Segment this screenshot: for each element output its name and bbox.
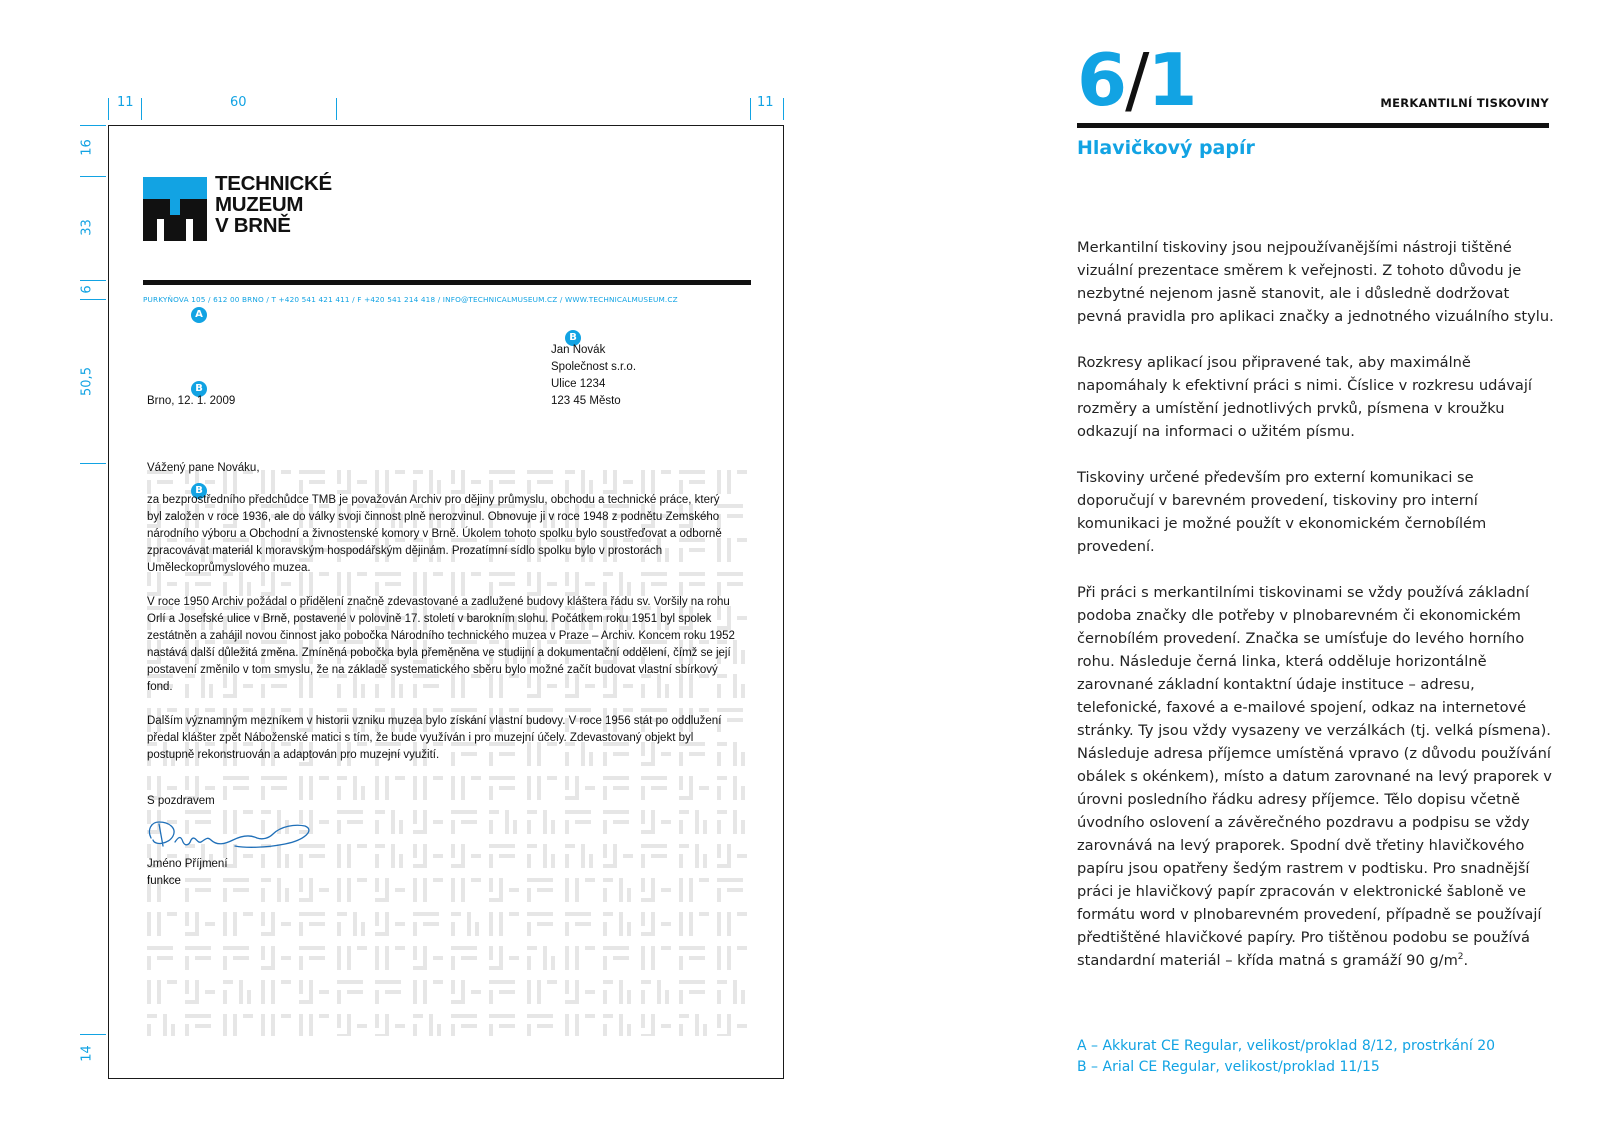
font-badge-a: A (191, 307, 207, 323)
salutation: Vážený pane Nováku, (147, 462, 260, 474)
dim-left-bottom-margin: 14 (79, 1045, 95, 1062)
description-paragraph: Merkantilní tiskoviny jsou nejpoužívanějšími nástroji tištěné vizuální prezentace směrem k veřejnosti. Z tohoto důvodu je nezbytné nejenom jasně stanovit, ale i důsledně dodržovat pevná pravidla pro aplikaci značky a jednotného vizuálního stylu. (1077, 239, 1554, 325)
header-rule (143, 280, 751, 285)
dim-tick (80, 463, 106, 464)
dim-left-top-margin: 16 (79, 139, 95, 156)
place-date: Brno, 12. 1. 2009 (147, 395, 236, 407)
dim-tick (80, 176, 106, 177)
dim-tick (108, 98, 109, 120)
dim-left-rule-gap: 6 (79, 285, 95, 294)
letterhead-sheet (108, 125, 784, 1079)
logo-line-1: TECHNICKÉ (215, 172, 332, 195)
section-title: Hlavičkový papír (1077, 137, 1255, 159)
description-paragraph: Rozkresy aplikací jsou připravené tak, aby maximálně napomáhaly k efektivní práci s nimi. Číslice v rozkresu udávají rozměry a umístění jednotlivých prvků, písmena v kroužku odkazují na informaci o užitém písmu. (1077, 354, 1532, 440)
contact-line: PURKYŇOVA 105 / 612 00 BRNO / T +420 541 421 411 / F +420 541 214 418 / INFO@TECHNICALMUSEUM.CZ / WWW.TECHNICALMUSEUM.CZ (143, 295, 678, 304)
letter-paragraph: Dalším významným mezníkem v historii vzniku muzea bylo získání vlastní budovy. V roce 1956 stát po oddlužení předal klášter zpět Náboženské matici s tím, že bude využíván i pro muzejní účely. Zdevastovaný objekt byl postupně rekonstruován a adaptován pro muzejní využití. (147, 715, 722, 761)
museum-logo-icon (143, 177, 207, 241)
section-number (1077, 40, 1195, 120)
section-number-sub: 1 (1147, 38, 1196, 122)
font-badge-b: B (191, 483, 207, 499)
signature-name: Jméno Příjmení (147, 858, 228, 870)
logo-line-2: MUZEUM (215, 193, 304, 216)
letter-paragraph: V roce 1950 Archiv požádal o přidělení značně zdevastované a zadlužené budovy kláštera řádu sv. Voršily na rohu Orlí a Josefské ulice v Brně, postavené v polovině 17. století v barokním slohu. Počátkem roku 1951 byl spolek zestátněn a zahájil novou činnost jako pobočka Národního technického muzea v Praze – Archiv. Koncem roku 1952 nastává další důležitá změna. Zmíněná pobočka byla přeměněna ve studijní a dokumentační oddělení, čímž se její postavení změnilo v tom smyslu, že na základě systematického sběru bylo možné začít budovat vlastní sbírkový fond. (147, 596, 735, 693)
letter-paragraph: za bezprostředního předchůdce TMB je považován Archiv pro dějiny průmyslu, obchodu a technické práce, který byl založen v roce 1936, ale do války svoji činnost plně nerozvinul. Obnovuje ji v roce 1948 z podnětu Zemského národního výboru a Obchodní a živnostenské komory v Brně. Úkolem tohoto spolku bylo soustřeďovat a odborně zpracovávat materiál k moravským hospodářským dějinám. Prozatímní sídlo spolku bylo v prostorách Uměleckoprůmyslového muzea. (147, 494, 722, 574)
recipient-company: Společnost s.r.o. (551, 361, 637, 373)
dim-top-right-margin: 11 (757, 95, 774, 110)
description-text (1077, 236, 1555, 995)
font-note-a: A – Akkurat CE Regular, velikost/proklad 8/12, prostrkání 20 (1077, 1038, 1496, 1054)
dim-tick (750, 98, 751, 120)
section-category: MERKANTILNÍ TISKOVINY (1380, 96, 1549, 110)
signature-role: funkce (147, 875, 181, 887)
dim-top-logo-width: 60 (230, 95, 247, 110)
font-note-b: B – Arial CE Regular, velikost/proklad 11/15 (1077, 1059, 1380, 1075)
letter-body (147, 492, 737, 781)
recipient-city: 123 45 Město (551, 395, 621, 407)
recipient-street: Ulice 1234 (551, 378, 606, 390)
signature-icon (145, 816, 315, 856)
dim-left-address-block: 50,5 (79, 367, 95, 396)
section-number-slash: / (1125, 38, 1148, 122)
logo-line-3: V BRNĚ (215, 214, 291, 237)
dim-top-left-margin: 11 (117, 95, 134, 110)
unit-superscript: 2 (1457, 952, 1464, 963)
description-paragraph-last (1077, 581, 1555, 972)
font-notes (1077, 1036, 1495, 1078)
dim-tick (336, 98, 337, 120)
museum-logo-wordmark (215, 173, 332, 236)
paragraph-end: . (1463, 952, 1469, 969)
recipient-address (551, 342, 636, 410)
recipient-name: Jan Novák (551, 344, 606, 356)
font-badge-b: B (565, 330, 581, 346)
font-badge-b: B (191, 381, 207, 397)
description-paragraph: Při práci s merkantilními tiskovinami se vždy používá základní podoba značky dle potřeby v plnobarevném či ekonomickém černobílém provedení. Značka se umísťuje do levého horního rohu. Následuje černá linka, která odděluje horizontálně zarovnané základní kontaktní údaje instituce – adresu, telefonické, faxové a e-mailové spojení, odkaz na internetové stránky. Ty jsou vždy vysazeny ve verzálkách (tj. velká písmena). Následuje adresa příjemce umístěná vpravo (z důvodu používání obálek s okénkem), místo a datum zarovnané na levý praporek v úrovni posledního řádku adresy příjemce. Tělo dopisu včetně úvodního oslovení a závěrečného pozdravu a podpisu se vždy zarovnává na levý praporek. Spodní dvě třetiny hlavičkového papíru jsou opatřeny šedým rastrem v podtisku. Pro snadnější práci je hlavičkový papír zpracován v elektronické šabloně ve formátu word v plnobarevném provedení, případně se používají předtištěné hlavičkové papíry. Pro tištěnou podobu se používá standardní materiál – křída matná s gramáží 90 g/m (1077, 584, 1552, 969)
dim-tick (783, 98, 784, 120)
description-paragraph: Tiskoviny určené především pro externí komunikaci se doporučují v barevném provedení, tiskoviny pro interní komunikaci je možné použít v ekonomickém černobílém provedení. (1077, 469, 1487, 555)
section-number-main: 6 (1077, 38, 1126, 122)
closing: S pozdravem (147, 795, 215, 807)
section-rule (1077, 123, 1549, 128)
signature-block (147, 856, 228, 890)
dim-left-logo-height: 33 (79, 219, 95, 236)
dim-tick (80, 125, 106, 126)
dim-tick (141, 98, 142, 120)
